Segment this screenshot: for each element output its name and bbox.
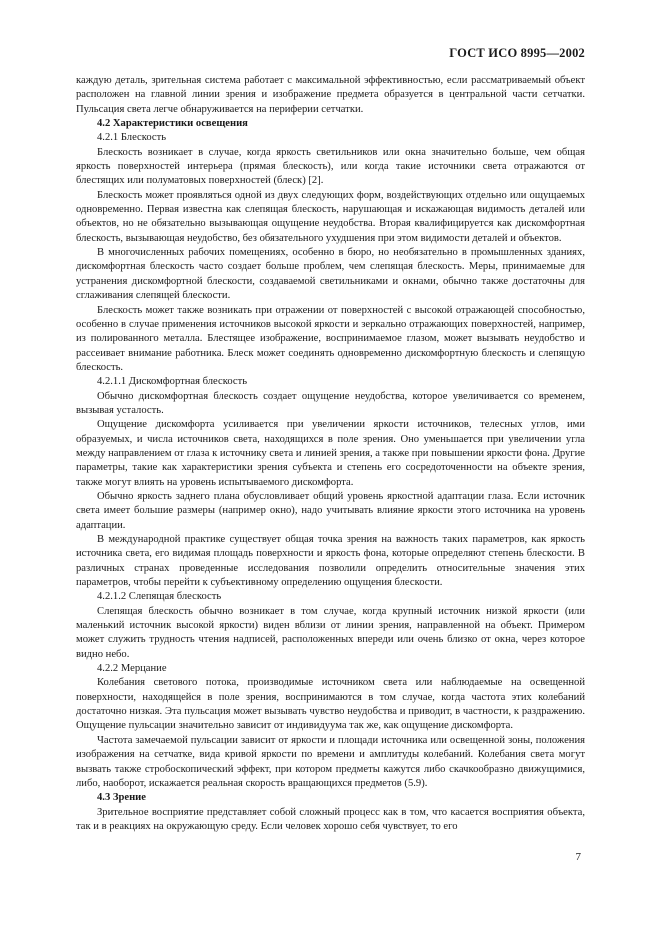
paragraph: В многочисленных рабочих помещениях, особенно в бюро, но необязательно в промышленных зданиях, дискомфортная блескость часто создает больше проблем, чем слепящая блескость. Меры, принимаемые для устранения дискомфортной блескости, создаваемой светильниками и окнами, обычно также достаточны для сглаживания слепящей блескости. [76, 247, 585, 302]
paragraph: каждую деталь, зрительная система работает с максимальной эффективностью, если рассматриваемый объект расположен на главной линии зрения и изображение предмета образуется в центральной части сетчатки. Пульсация света легче обнаруживается на периферии сетчатки. [76, 75, 585, 115]
paragraph: Колебания светового потока, производимые источником света или наблюдаемые на освещенной поверхности, находящейся в поле зрения, воспринимаются в том случае, когда частота этих колебаний достаточно низкая. Эта пульсация может вызывать чувство неудобства и приводит, в частности, к раздражению. Ощущение пульсации значительно зависит от индивидуума так же, как ощущение дискомфорта. [76, 677, 585, 732]
paragraph: В международной практике существует общая точка зрения на важность таких параметров, как яркость источника света, его видимая площадь поверхности и яркость фона, которые определяют степень блескости. В различных странах проведенные исследования позволили определить относительные значения этих параметров, чтобы перейти к субъективному определению ощущения блескости. [76, 534, 585, 589]
subsection-heading: 4.2.2 Мерцание [97, 663, 167, 675]
paragraph: Ощущение дискомфорта усиливается при увеличении яркости источников, телесных углов, ими образуемых, и числа источников света, находящихся в поле зрения. Оно уменьшается при увеличении угла между направлением от глаза к источнику света и линией зрения, а также при повышении яркости фона. Другие параметры, такие как характеристики зрения субъекта и степень его сосредоточенности на объекте зрения, также могут влиять на уровень испытываемого дискомфорта. [76, 419, 585, 488]
paragraph: Блескость может проявляться одной из двух следующих форм, воздействующих отдельно или ощущаемых одновременно. Первая известна как слепящая блескость, нарушающая и искажающая видимость деталей или объектов, но не обязательно вызывающая ощущение неудобства. Вторая квалифицируется как дискомфортная блескость, вызывающая неудобство, без обязательного ухудшения при этом видимости деталей и объектов. [76, 189, 585, 244]
paragraph: Обычно дискомфортная блескость создает ощущение неудобства, которое увеличивается со временем, вызывая усталость. [76, 390, 585, 416]
subsection-heading: 4.2.1 Блескость [97, 132, 167, 144]
paragraph: Обычно яркость заднего плана обусловливает общий уровень яркостной адаптации глаза. Если источник света имеет большие размеры (например окно), надо учитывать влияние яркости этого источника на уровень адаптации. [76, 490, 585, 531]
section-heading: 4.2 Характеристики освещения [97, 118, 248, 130]
paragraph: Блескость возникает в случае, когда яркость светильников или окна значительно больше, чем общая яркость поверхностей интерьера (прямая блескость), или когда такие источники света отражаются от блестящих или полуматовых поверхностей (блеск) [2]. [76, 146, 585, 187]
paragraph: Зрительное восприятие представляет собой сложный процесс как в том, что касается восприятия объекта, так и в реакциях на окружающую среду. Если человек хорошо себя чувствует, то его [76, 806, 585, 832]
document-header: ГОСТ ИСО 8995—2002 [449, 46, 585, 60]
paragraph: Частота замечаемой пульсации зависит от яркости и площади источника или освещенной зоны, положения изображения на сетчатке, вида кривой яркости по времени и амплитуды колебаний. Колебания света могут вызвать также стробоскопический эффект, при котором предметы кажутся либо скачкообразно движущимися, либо, наоборот, искажается реальная скорость вращающихся предметов (5.9). [76, 734, 585, 789]
section-heading: 4.3 Зрение [97, 792, 146, 804]
subsection-heading: 4.2.1.1 Дискомфортная блескость [97, 376, 248, 388]
paragraph: Блескость может также возникать при отражении от поверхностей с высокой отражающей способностью, особенно в случае применения источников высокой яркости и зеркально отражающих поверхностей, например, из полированного металла. Блестящее изображение, воспринимаемое глазом, может вызывать неудобство и рассеивает внимание работника. Блеск может соединять одновременно дискомфортную блескость и слепящую блескость. [76, 304, 585, 373]
paragraph: Слепящая блескость обычно возникает в том случае, когда крупный источник низкой яркости (или маленький источник высокой яркости) виден вблизи от линии зрения, направленной на объект. Примером может служить трудность чтения надписей, расположенных впереди или очень близко от окна, через которое видно небо. [76, 605, 585, 660]
page-number: 7 [575, 851, 581, 863]
subsection-heading: 4.2.1.2 Слепящая блескость [97, 591, 222, 603]
document-body [76, 74, 585, 834]
